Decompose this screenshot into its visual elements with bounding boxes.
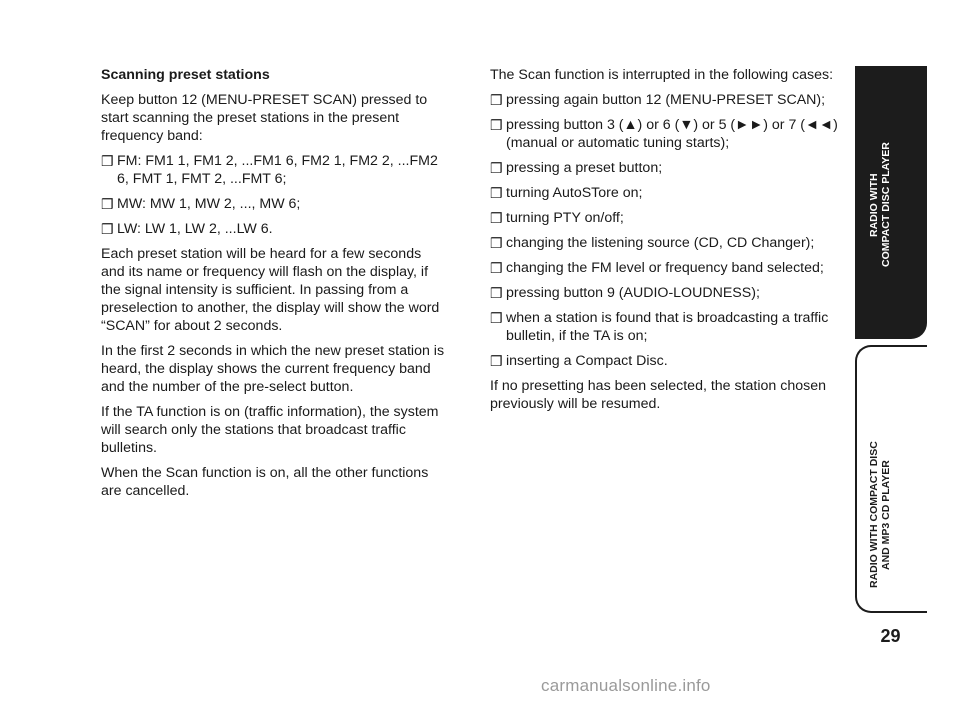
chapter-tab-active-label: RADIO WITH COMPACT DISC PLAYER [868,142,892,268]
page-number: 29 [880,626,901,646]
list-item: ❒ changing the FM level or frequency band selected; [490,260,824,276]
list-item: ❒ turning AutoSTore on; [490,185,643,201]
checkbox-bullet-icon: ❒ [490,353,503,369]
checkbox-bullet-icon: ❒ [490,235,503,251]
watermark: carmanualsonline.info [541,676,711,695]
checkbox-bullet-icon: ❒ [490,185,503,201]
checkbox-bullet-icon: ❒ [101,153,114,169]
intro-paragraph: The Scan function is interrupted in the following cases: [490,67,834,83]
chapter-tab-active-cap [855,66,927,86]
section-title: Scanning preset stations [101,67,270,83]
checkbox-bullet-icon: ❒ [101,221,114,237]
list-item: ❒ turning PTY on/off; [490,210,624,226]
list-item: ❒ changing the listening source (CD, CD Changer); [490,235,815,251]
list-item: ❒ pressing button 3 (▲) or 6 (▼) or 5 (►►) or 7 (◄◄) (manual or automatic tuning starts); [490,117,838,151]
checkbox-bullet-icon: ❒ [490,117,503,133]
body-paragraph: If the TA function is on (traffic information), the system will search only the stations that broadcast traffic bulletins. [101,404,439,456]
list-item: ❒ pressing again button 12 (MENU-PRESET SCAN); [490,92,826,108]
body-paragraph: In the first 2 seconds in which the new preset station is heard, the display shows the current frequency band and the number of the pre-select button. [101,343,445,395]
checkbox-bullet-icon: ❒ [490,160,503,176]
list-item: ❒ FM: FM1 1, FM1 2, ...FM1 6, FM2 1, FM2 2, ...FM2 6, FMT 1, FMT 2, ...FMT 6; [101,153,438,187]
chapter-tab-inactive-label: RADIO WITH COMPACT DISC AND MP3 CD PLAYER [868,441,892,589]
list-item: ❒ inserting a Compact Disc. [490,353,668,369]
closing-paragraph: If no presetting has been selected, the station chosen previously will be resumed. [490,378,826,412]
checkbox-bullet-icon: ❒ [490,92,503,108]
checkbox-bullet-icon: ❒ [490,210,503,226]
checkbox-bullet-icon: ❒ [490,285,503,301]
list-item: ❒ LW: LW 1, LW 2, ...LW 6. [101,221,273,237]
checkbox-bullet-icon: ❒ [490,310,503,326]
list-item: ❒ pressing a preset button; [490,160,663,176]
intro-paragraph: Keep button 12 (MENU-PRESET SCAN) pressed to start scanning the preset stations in the present frequency band: [101,92,428,144]
list-item: ❒ pressing button 9 (AUDIO-LOUDNESS); [490,285,760,301]
body-paragraph: When the Scan function is on, all the other functions are cancelled. [101,465,429,499]
right-column [490,66,840,420]
body-paragraph: Each preset station will be heard for a few seconds and its name or frequency will flash on the display, if the signal intensity is sufficient. In passing from a preselection to another, the display will show the word “SCAN” for about 2 seconds. [101,246,440,334]
list-item: ❒ MW: MW 1, MW 2, ..., MW 6; [101,196,301,212]
list-item: ❒ when a station is found that is broadcasting a traffic bulletin, if the TA is on; [490,310,829,344]
checkbox-bullet-icon: ❒ [490,260,503,276]
left-column [101,66,446,507]
checkbox-bullet-icon: ❒ [101,196,114,212]
